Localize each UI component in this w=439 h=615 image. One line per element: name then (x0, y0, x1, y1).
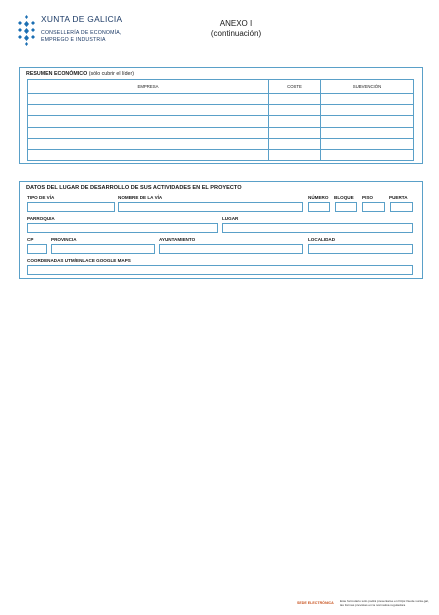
provincia-label: PROVINCIA (51, 237, 77, 242)
coste-cell[interactable] (269, 127, 321, 138)
lugar-field[interactable] (222, 223, 413, 233)
coste-cell[interactable] (269, 116, 321, 127)
section-title-text: RESUMEN ECONÓMICO (26, 71, 88, 77)
ayuntamiento-field[interactable] (159, 244, 303, 254)
xunta-cross-emblem-icon (17, 13, 36, 47)
resumen-economico-section (19, 67, 423, 164)
column-header-subvencion: SUBVENCIÓN (321, 80, 414, 94)
numero-label: NÚMERO (308, 195, 329, 200)
ayuntamiento-label: AYUNTAMIENTO (159, 237, 196, 242)
parroquia-field[interactable] (27, 223, 218, 233)
cp-field[interactable] (27, 244, 47, 254)
empresa-cell[interactable] (28, 149, 269, 160)
sede-electronica-logo: SEDE ELECTRÓNICA (297, 601, 334, 605)
empresa-cell[interactable] (28, 116, 269, 127)
piso-label: PISO (362, 195, 373, 200)
table-row (28, 94, 414, 105)
coordenadas-label: COORDENADAS UTM/ENLACE GOOGLE MAPS (27, 258, 131, 263)
coste-cell[interactable] (269, 94, 321, 105)
subvencion-cell[interactable] (321, 127, 414, 138)
annex-heading (196, 19, 276, 39)
annex-subtitle: (continuación) (210, 29, 262, 38)
parroquia-label: PARROQUIA (27, 216, 55, 221)
subvencion-cell[interactable] (321, 105, 414, 116)
subvencion-cell[interactable] (321, 94, 414, 105)
localidad-label: LOCALIDAD (308, 237, 336, 242)
empresa-cell[interactable] (28, 105, 269, 116)
nombre-via-field[interactable] (118, 202, 303, 212)
table-row (28, 116, 414, 127)
coste-cell[interactable] (269, 149, 321, 160)
cp-label: CP (27, 237, 34, 242)
section-title (26, 71, 134, 77)
tipo-via-label: TIPO DE VÍA (27, 195, 55, 200)
coste-cell[interactable] (269, 105, 321, 116)
org-name: XUNTA DE GALICIA (41, 14, 123, 24)
empresa-cell[interactable] (28, 127, 269, 138)
lugar-label: LUGAR (222, 216, 239, 221)
bloque-field[interactable] (335, 202, 357, 212)
section-title: DATOS DEL LUGAR DE DESARROLLO DE SUS ACTIVIDADES EN EL PROYECTO (26, 185, 242, 191)
footer-notice: Este formulario sólo podrá presentarse en https://sede.xunta.gal, las formas previstas en la normativa reguladora (340, 599, 429, 607)
table-row (28, 149, 414, 160)
numero-field[interactable] (308, 202, 330, 212)
annex-title: ANEXO I (219, 19, 253, 28)
provincia-field[interactable] (51, 244, 155, 254)
empresa-cell[interactable] (28, 138, 269, 149)
column-header-coste: COSTE (269, 80, 321, 94)
subvencion-cell[interactable] (321, 138, 414, 149)
department-line-2: EMPREGO E INDUSTRIA (41, 37, 106, 43)
puerta-label: PUERTA (389, 195, 408, 200)
table-row (28, 127, 414, 138)
coste-cell[interactable] (269, 138, 321, 149)
table-row (28, 105, 414, 116)
empresa-cell[interactable] (28, 94, 269, 105)
puerta-field[interactable] (390, 202, 413, 212)
table-row (28, 138, 414, 149)
coordenadas-field[interactable] (27, 265, 413, 275)
section-title-note: (sólo cubrir el líder) (88, 71, 135, 77)
department-line-1: CONSELLERÍA DE ECONOMÍA, (41, 30, 122, 36)
tipo-via-field[interactable] (27, 202, 115, 212)
bloque-label: BLOQUE (334, 195, 354, 200)
piso-field[interactable] (362, 202, 385, 212)
column-header-empresa: EMPRESA (28, 80, 269, 94)
nombre-via-label: NOMBRE DE LA VÍA (118, 195, 163, 200)
subvencion-cell[interactable] (321, 149, 414, 160)
economic-summary-table (27, 79, 414, 161)
localidad-field[interactable] (308, 244, 413, 254)
subvencion-cell[interactable] (321, 116, 414, 127)
datos-lugar-section (19, 181, 423, 279)
